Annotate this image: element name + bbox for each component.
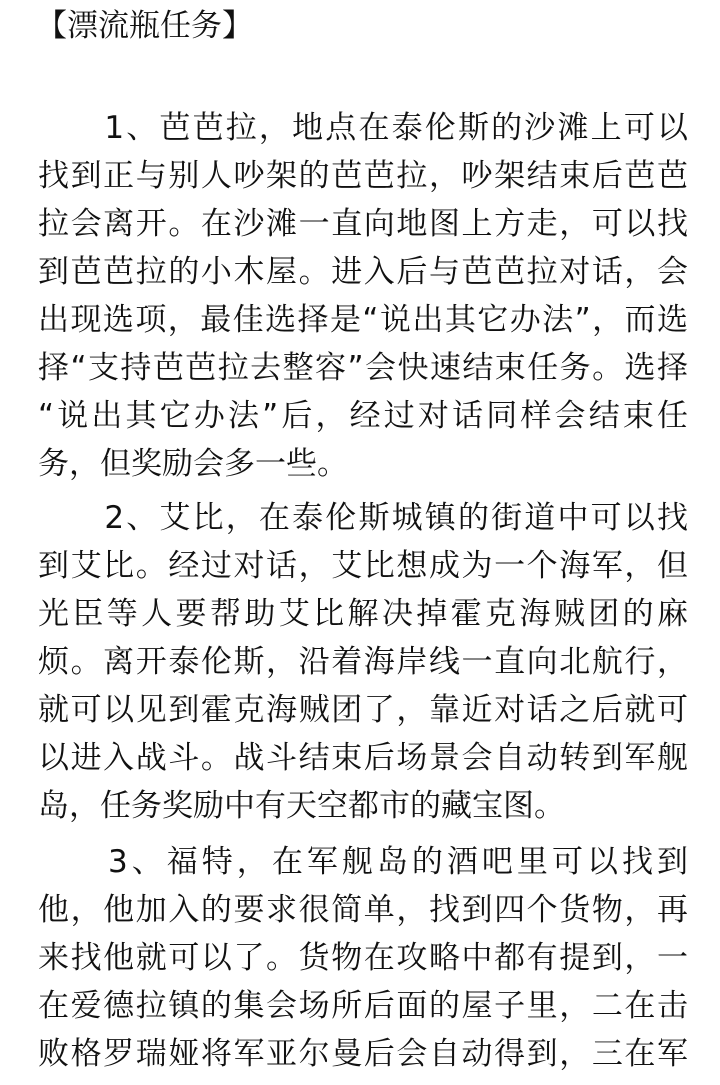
paragraph-3-line-5: 败格罗瑞娅将军亚尔曼后会自动得到，三在军 bbox=[38, 1036, 688, 1072]
paragraph-1-line-2: 找到正与别人吵架的芭芭拉，吵架结束后芭芭 bbox=[38, 158, 688, 194]
paragraph-2-line-7: 岛，任务奖励中有天空都市的藏宝图。 bbox=[38, 788, 565, 824]
paragraph-3-line-4: 在爱德拉镇的集会场所后面的屋子里，二在击 bbox=[38, 988, 688, 1024]
paragraph-2-line-3: 光臣等人要帮助艾比解决掉霍克海贼团的麻 bbox=[38, 596, 688, 632]
paragraph-2-line-5: 就可以见到霍克海贼团了，靠近对话之后就可 bbox=[38, 692, 688, 728]
paragraph-2-line-4: 烦。离开泰伦斯，沿着海岸线一直向北航行， bbox=[38, 644, 688, 680]
paragraph-1-line-7: “说出其它办法”后，经过对话同样会结束任 bbox=[38, 398, 688, 434]
document-title: 【漂流瓶任务】 bbox=[36, 8, 253, 44]
paragraph-1-line-3: 拉会离开。在沙滩一直向地图上方走，可以找 bbox=[38, 206, 688, 242]
paragraph-1-line-8: 务，但奖励会多一些。 bbox=[38, 446, 348, 482]
paragraph-1-line-4: 到芭芭拉的小木屋。进入后与芭芭拉对话，会 bbox=[38, 254, 688, 290]
paragraph-1-line-5: 出现选项，最佳选择是“说出其它办法”，而选 bbox=[38, 302, 688, 338]
paragraph-1-line-6: 择“支持芭芭拉去整容”会快速结束任务。选择 bbox=[38, 350, 688, 386]
paragraph-3-line-2: 他，他加入的要求很简单，找到四个货物，再 bbox=[38, 892, 688, 928]
paragraph-3-line-3: 来找他就可以了。货物在攻略中都有提到，一 bbox=[38, 940, 688, 976]
paragraph-1-line-1: 1、芭芭拉，地点在泰伦斯的沙滩上可以 bbox=[38, 110, 688, 146]
paragraph-2-line-1: 2、艾比，在泰伦斯城镇的街道中可以找 bbox=[38, 500, 688, 536]
paragraph-3-line-1: 3、福特，在军舰岛的酒吧里可以找到 bbox=[38, 844, 688, 880]
paragraph-2-line-6: 以进入战斗。战斗结束后场景会自动转到军舰 bbox=[38, 740, 688, 776]
paragraph-2-line-2: 到艾比。经过对话，艾比想成为一个海军，但 bbox=[38, 548, 688, 584]
